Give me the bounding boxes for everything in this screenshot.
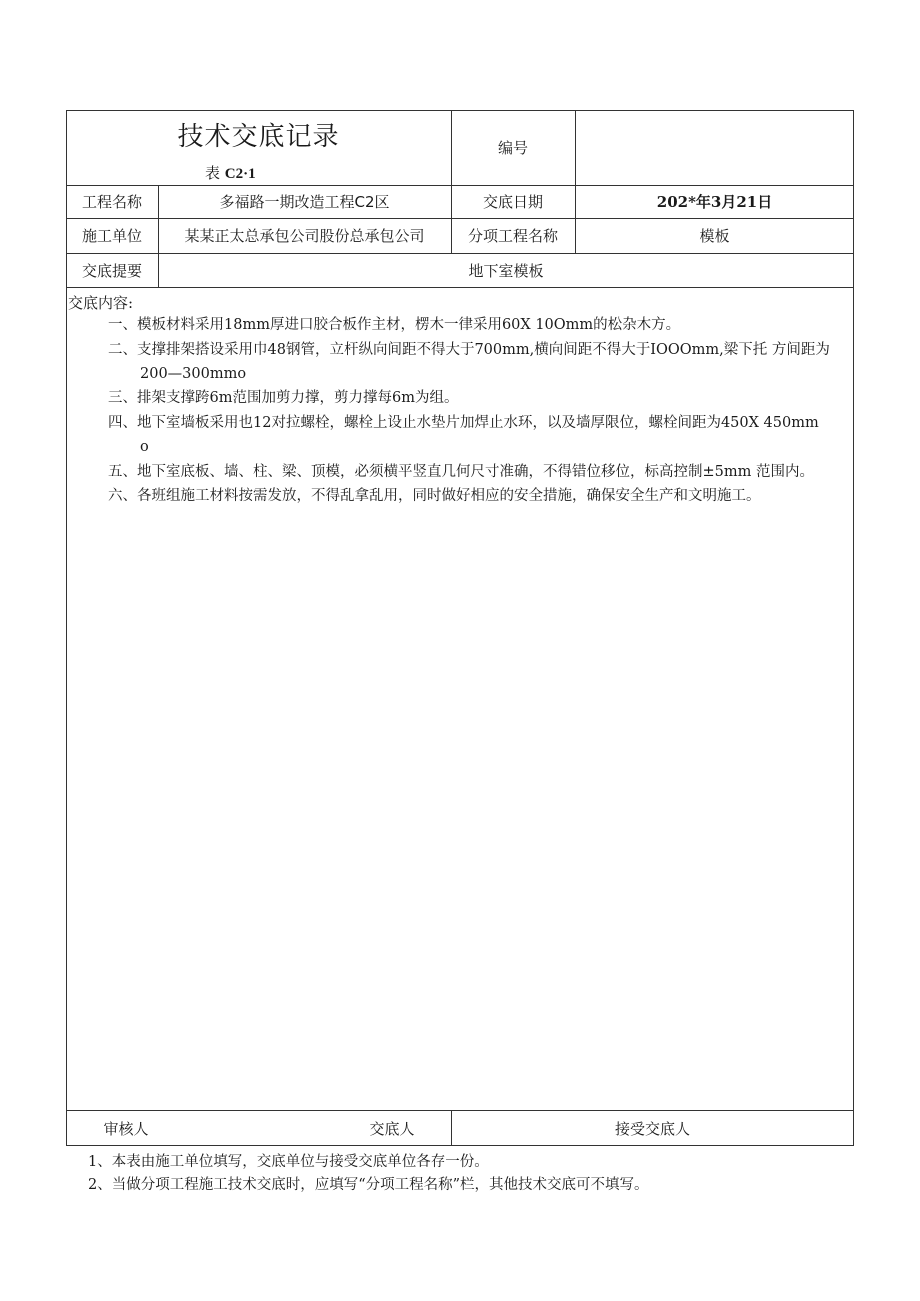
project-name-label: 工程名称 [81, 193, 142, 211]
form-title: 技术交底记录 [177, 122, 340, 152]
content-item-1: 一、模板材料采用18mm厚进口胶合板作主材，楞木一律采用60X 10Omm的松杂木方。 [108, 317, 681, 333]
reviewer-label: 审核人 [103, 1119, 149, 1138]
footnote-2: 2、当做分项工程施工技术交底时，应填写“分项工程名称”栏，其他技术交底可不填写。 [88, 1177, 649, 1193]
receiver-label: 接受交底人 [614, 1119, 690, 1138]
form-number-label [205, 162, 256, 183]
construction-unit-value: 某某正太总承包公司股份总承包公司 [184, 227, 425, 245]
number-label: 编号 [497, 139, 528, 157]
form-code: C2·1 [224, 166, 256, 182]
number-value[interactable] [575, 110, 854, 185]
content-item-6: 六、各班组施工材料按需发放，不得乱拿乱用，同时做好相应的安全措施，确保安全生产和文明施工。 [108, 488, 761, 504]
date-value: 202*年3月21日 [656, 193, 773, 211]
summary-label: 交底提要 [81, 261, 142, 280]
content-item-4-cont: o [140, 439, 149, 455]
subproject-value: 模板 [699, 227, 730, 245]
content-item-2-cont: 200—300mmo [140, 366, 247, 382]
content-item-2: 二、支撑排架搭设采用巾48钢管，立杆纵向间距不得大于700mm,横向间距不得大于IOOOmm,梁下托 方间距为 [108, 342, 830, 358]
content-item-4: 四、地下室墙板采用也12对拉螺栓，螺栓上设止水垫片加焊止水环，以及墙厚限位，螺栓间距为450X 450mm [108, 415, 819, 431]
presenter-label: 交底人 [369, 1119, 415, 1138]
content-heading: 交底内容: [68, 294, 134, 312]
content-item-3: 三、排架支撑跨6m范围加剪力撑，剪力撑每6m为组。 [108, 390, 459, 406]
row-divider-summary [66, 287, 854, 288]
footnote-1: 1、本表由施工单位填写，交底单位与接受交底单位各存一份。 [88, 1154, 489, 1170]
project-name-value: 多福路一期改造工程C2区 [219, 193, 390, 211]
construction-unit-label: 施工单位 [81, 227, 142, 245]
content-item-5: 五、地下室底板、墙、柱、梁、顶模，必须横平竖直几何尺寸准确，不得错位移位，标高控制±5mm 范围内。 [108, 464, 814, 480]
summary-value: 地下室模板 [468, 261, 544, 280]
form-prefix: 表 [205, 164, 221, 182]
subproject-label: 分项工程名称 [467, 227, 558, 245]
date-label: 交底日期 [482, 193, 543, 211]
